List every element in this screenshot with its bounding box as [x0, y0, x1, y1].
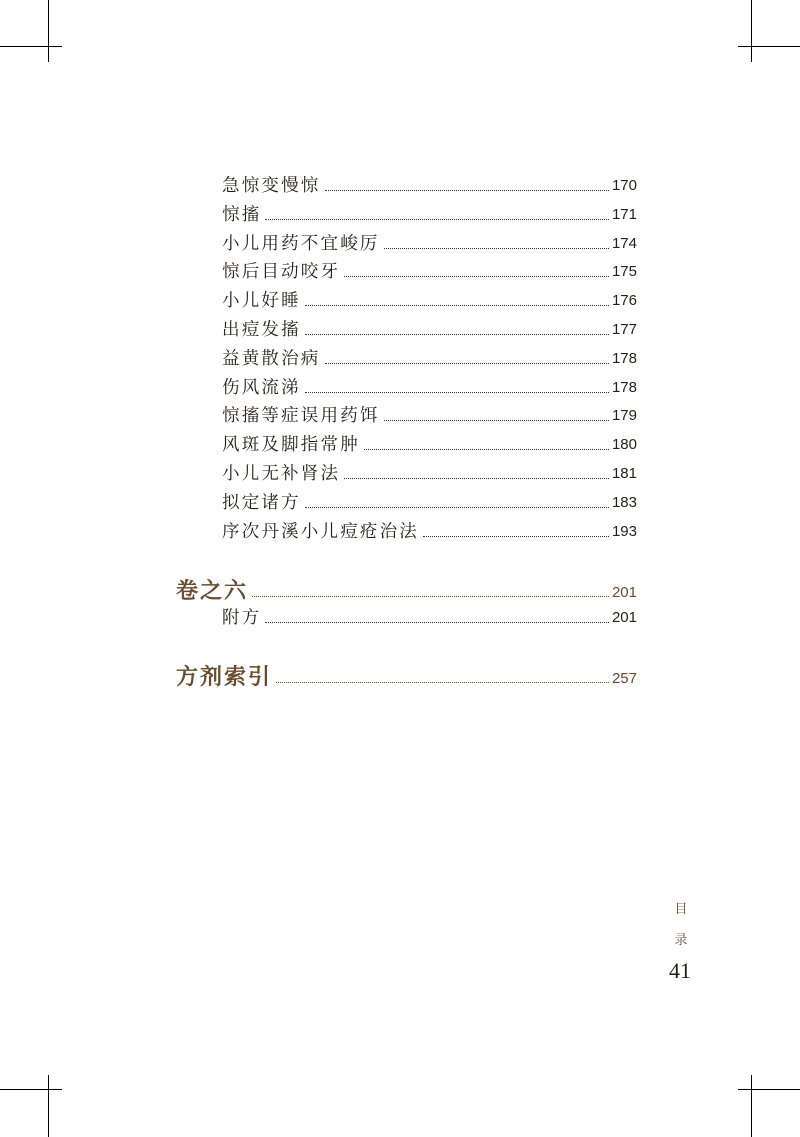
toc-entry-page: 176	[611, 292, 637, 309]
leader-dots	[252, 596, 609, 597]
toc-entry-page: 178	[611, 379, 637, 396]
toc-entry[interactable]	[222, 316, 637, 340]
leader-dots	[305, 334, 609, 335]
toc-entry[interactable]	[222, 431, 637, 455]
toc-entry[interactable]	[222, 604, 637, 628]
toc-entry-title: 出痘发搐	[222, 320, 301, 340]
toc-entry-title: 附方	[222, 608, 262, 628]
leader-dots	[305, 507, 609, 508]
toc-entry-title: 伤风流涕	[222, 378, 301, 398]
toc-entry[interactable]	[222, 345, 637, 369]
toc-entry-title: 惊后目动咬牙	[222, 262, 341, 282]
toc-entry-page: 171	[611, 206, 637, 223]
toc-section-volume-6[interactable]	[176, 574, 637, 604]
toc-entry-title: 小儿无补肾法	[222, 464, 341, 484]
toc-entry-page: 175	[611, 263, 637, 280]
leader-dots	[344, 478, 609, 479]
toc-entry-page: 180	[611, 436, 637, 453]
leader-dots	[305, 305, 609, 306]
leader-dots	[276, 682, 609, 683]
section-page: 201	[611, 584, 637, 601]
leader-dots	[265, 219, 609, 220]
toc-entry-title: 风斑及脚指常肿	[222, 435, 360, 455]
toc-entry-page: 201	[611, 609, 637, 626]
leader-dots	[325, 363, 609, 364]
toc-entry[interactable]	[222, 489, 637, 513]
toc-entry[interactable]	[222, 287, 637, 311]
toc-entry[interactable]	[222, 201, 637, 225]
toc-entry-page: 178	[611, 350, 637, 367]
leader-dots	[423, 536, 609, 537]
leader-dots	[344, 276, 609, 277]
side-label-char: 录	[674, 933, 688, 948]
toc-entry-title: 益黄散治病	[222, 349, 321, 369]
section-title: 卷之六	[176, 578, 249, 604]
toc-entry[interactable]	[222, 402, 637, 426]
toc-entry-page: 181	[611, 465, 637, 482]
leader-dots	[305, 392, 609, 393]
toc-entry-page: 174	[611, 235, 637, 252]
toc-entry-title: 惊搐等症误用药饵	[222, 406, 380, 426]
toc-entry[interactable]	[222, 172, 637, 196]
toc-entry-page: 177	[611, 321, 637, 338]
toc-entry[interactable]	[222, 258, 637, 282]
toc-entry[interactable]	[222, 374, 637, 398]
page-number: 41	[669, 958, 691, 983]
toc-entry-title: 小儿好睡	[222, 291, 301, 311]
leader-dots	[325, 190, 609, 191]
toc-entry-page: 193	[611, 523, 637, 540]
toc-entry-title: 拟定诸方	[222, 493, 301, 513]
toc-entry-title: 小儿用药不宜峻厉	[222, 234, 380, 254]
leader-dots	[384, 420, 609, 421]
leader-dots	[384, 248, 609, 249]
toc-entry-page: 170	[611, 177, 637, 194]
section-title: 方剂索引	[176, 664, 273, 690]
leader-dots	[364, 449, 609, 450]
side-label-char: 目	[674, 902, 688, 917]
leader-dots	[265, 622, 609, 623]
toc-entry[interactable]	[222, 230, 637, 254]
section-page: 257	[611, 670, 637, 687]
toc-entry-title: 惊搐	[222, 205, 262, 225]
toc-entry-title: 急惊变慢惊	[222, 176, 321, 196]
toc-entry-page: 183	[611, 494, 637, 511]
toc-entry[interactable]	[222, 460, 637, 484]
toc-section-formula-index[interactable]	[176, 660, 637, 690]
toc-entry[interactable]	[222, 518, 637, 542]
toc-entry-title: 序次丹溪小儿痘疮治法	[222, 522, 419, 542]
toc-entry-page: 179	[611, 407, 637, 424]
